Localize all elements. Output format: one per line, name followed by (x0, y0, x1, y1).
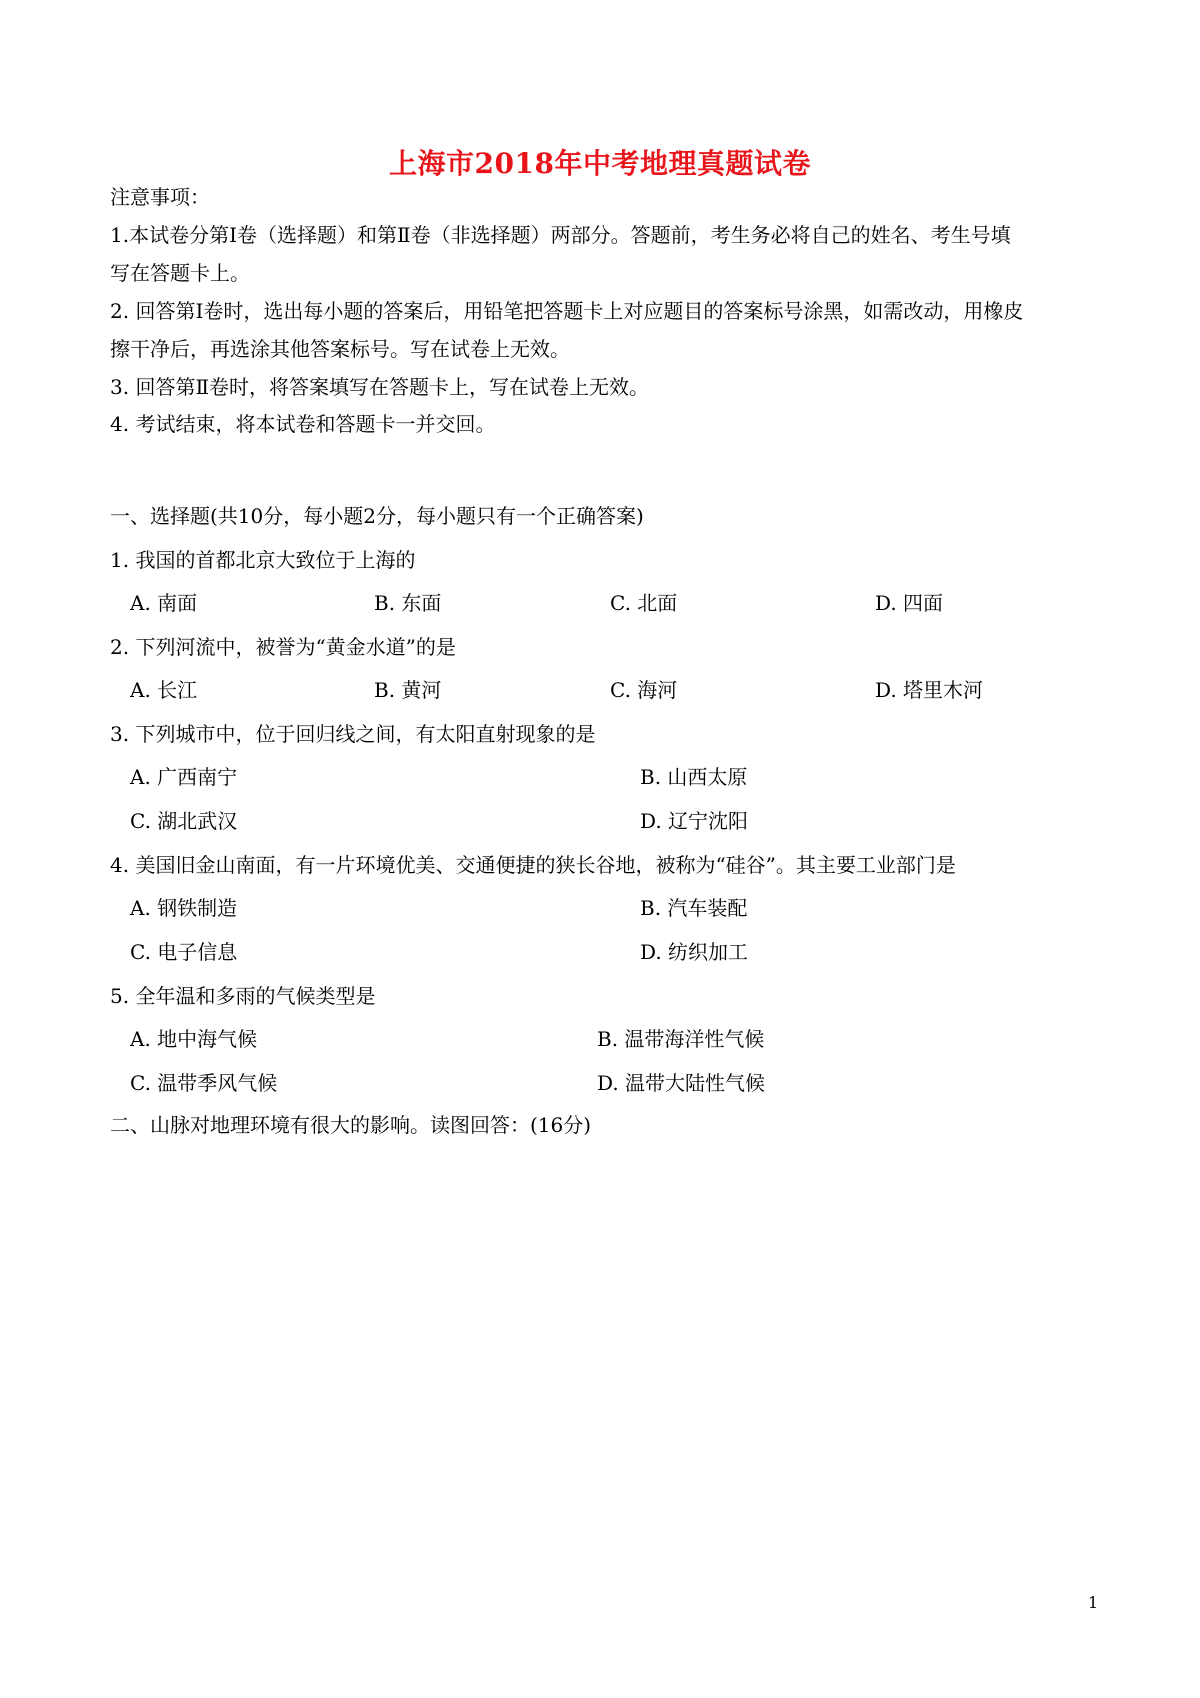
question-2-stem: 2. 下列河流中，被誉为“黄金水道”的是 (110, 635, 456, 659)
question-5-option-a: A. 地中海气候 (130, 1027, 258, 1051)
question-1-stem: 1. 我国的首都北京大致位于上海的 (110, 548, 416, 572)
notice-item-2-line-1: 2. 回答第Ⅰ卷时，选出每小题的答案后，用铅笔把答题卡上对应题目的答案标号涂黑，如需改动，用橡皮 (110, 299, 1024, 323)
notice-item-3: 3. 回答第Ⅱ卷时，将答案填写在答题卡上，写在试卷上无效。 (110, 375, 650, 399)
question-4-option-a: A. 钢铁制造 (130, 896, 238, 920)
page-number: 1 (1088, 1593, 1099, 1612)
question-1-option-c: C. 北面 (610, 591, 678, 615)
question-2-option-b: B. 黄河 (374, 678, 442, 702)
question-3-stem: 3. 下列城市中，位于回归线之间，有太阳直射现象的是 (110, 722, 596, 746)
notice-item-2-line-2: 擦干净后，再选涂其他答案标号。写在试卷上无效。 (110, 337, 570, 361)
question-4-option-c: C. 电子信息 (130, 940, 238, 964)
page-title: 上海市2018年中考地理真题试卷 (389, 147, 811, 180)
section-2-heading: 二、山脉对地理环境有很大的影响。读图回答：(16分) (110, 1113, 592, 1137)
question-1-option-a: A. 南面 (130, 591, 198, 615)
question-2-option-d: D. 塔里木河 (875, 678, 984, 702)
question-1-option-d: D. 四面 (875, 591, 944, 615)
question-3-option-b: B. 山西太原 (640, 765, 748, 789)
question-5-option-c: C. 温带季风气候 (130, 1071, 278, 1095)
notice-heading: 注意事项： (110, 185, 210, 209)
question-2-option-c: C. 海河 (610, 678, 678, 702)
question-5-stem: 5. 全年温和多雨的气候类型是 (110, 984, 376, 1008)
question-2-option-a: A. 长江 (130, 678, 198, 702)
question-4-option-b: B. 汽车装配 (640, 896, 748, 920)
question-1-option-b: B. 东面 (374, 591, 442, 615)
question-4-option-d: D. 纺织加工 (640, 940, 749, 964)
question-3-option-a: A. 广西南宁 (130, 765, 238, 789)
notice-item-4: 4. 考试结束，将本试卷和答题卡一并交回。 (110, 412, 496, 436)
notice-item-1-line-2: 写在答题卡上。 (110, 261, 250, 285)
question-3-option-c: C. 湖北武汉 (130, 809, 238, 833)
section-1-heading: 一、选择题(共10分，每小题2分，每小题只有一个正确答案) (110, 504, 644, 528)
question-5-option-b: B. 温带海洋性气候 (597, 1027, 765, 1051)
question-3-option-d: D. 辽宁沈阳 (640, 809, 749, 833)
notice-item-1-line-1: 1.本试卷分第Ⅰ卷（选择题）和第Ⅱ卷（非选择题）两部分。答题前，考生务必将自己的姓名、考生号填 (110, 223, 1011, 247)
question-4-stem: 4. 美国旧金山南面，有一片环境优美、交通便捷的狭长谷地，被称为“硅谷”。其主要工业部门是 (110, 853, 956, 877)
question-5-option-d: D. 温带大陆性气候 (597, 1071, 766, 1095)
